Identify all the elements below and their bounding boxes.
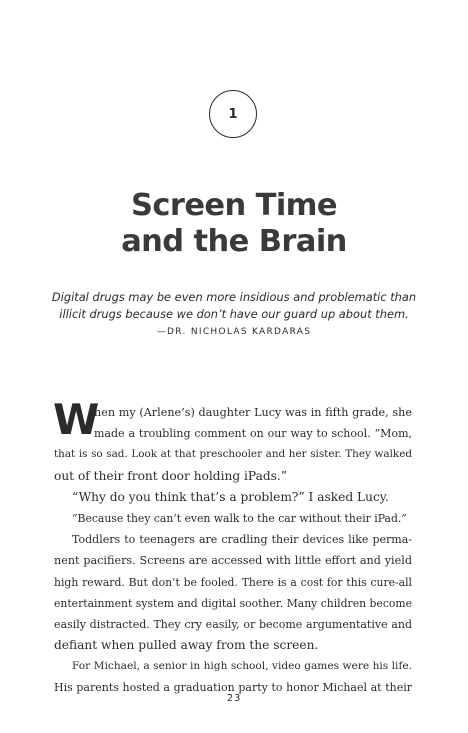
body-line-2: made a troubling comment on our way to school. “Mom, bbox=[94, 427, 412, 441]
body-line-11: easily distracted. They cry easily, or become argumentative and bbox=[54, 617, 412, 631]
epigraph-attribution: —DR. NICHOLAS KARDARAS bbox=[156, 327, 312, 337]
drop-cap: W bbox=[53, 395, 100, 444]
page-number: 23 bbox=[226, 693, 242, 704]
epigraph-line-1: Digital drugs may be even more insidious and problematic than bbox=[51, 290, 417, 304]
body-line-10: entertainment system and digital soother. Many children become bbox=[54, 596, 412, 610]
body-text bbox=[53, 395, 412, 699]
chapter-number-badge bbox=[209, 90, 257, 138]
chapter-title bbox=[0, 188, 468, 260]
body-line-12: defiant when pulled away from the screen. bbox=[54, 638, 319, 653]
chapter-number: 1 bbox=[228, 106, 238, 122]
chapter-title-line-2: and the Brain bbox=[121, 224, 347, 259]
body-line-3: that is so sad. Look at that preschooler and her sister. They walked bbox=[54, 448, 412, 461]
body-line-13: For Michael, a senior in high school, video games were his life. bbox=[72, 660, 412, 673]
body-line-7: Toddlers to teenagers are cradling their devices like perma- bbox=[72, 533, 412, 547]
epigraph-line-2: illicit drugs because we don’t have our guard up about them. bbox=[59, 307, 409, 321]
body-line-1: hen my (Arlene’s) daughter Lucy was in fifth grade, she bbox=[94, 406, 412, 419]
epigraph-quote bbox=[0, 289, 468, 323]
body-line-4: out of their front door holding iPads.” bbox=[54, 468, 287, 483]
body-line-8: nent pacifiers. Screens are accessed with little effort and yield bbox=[54, 554, 412, 568]
body-line-5: “Why do you think that’s a problem?” I asked Lucy. bbox=[72, 489, 389, 504]
chapter-title-line-1: Screen Time bbox=[131, 188, 337, 223]
body-line-14: His parents hosted a graduation party to honor Michael at their bbox=[54, 681, 412, 695]
body-line-9: high reward. But don’t be fooled. There is a cost for this cure-all bbox=[54, 575, 412, 589]
first-paragraph bbox=[53, 395, 412, 487]
body-line-6: “Because they can’t even walk to the car without their iPad.” bbox=[72, 511, 407, 525]
